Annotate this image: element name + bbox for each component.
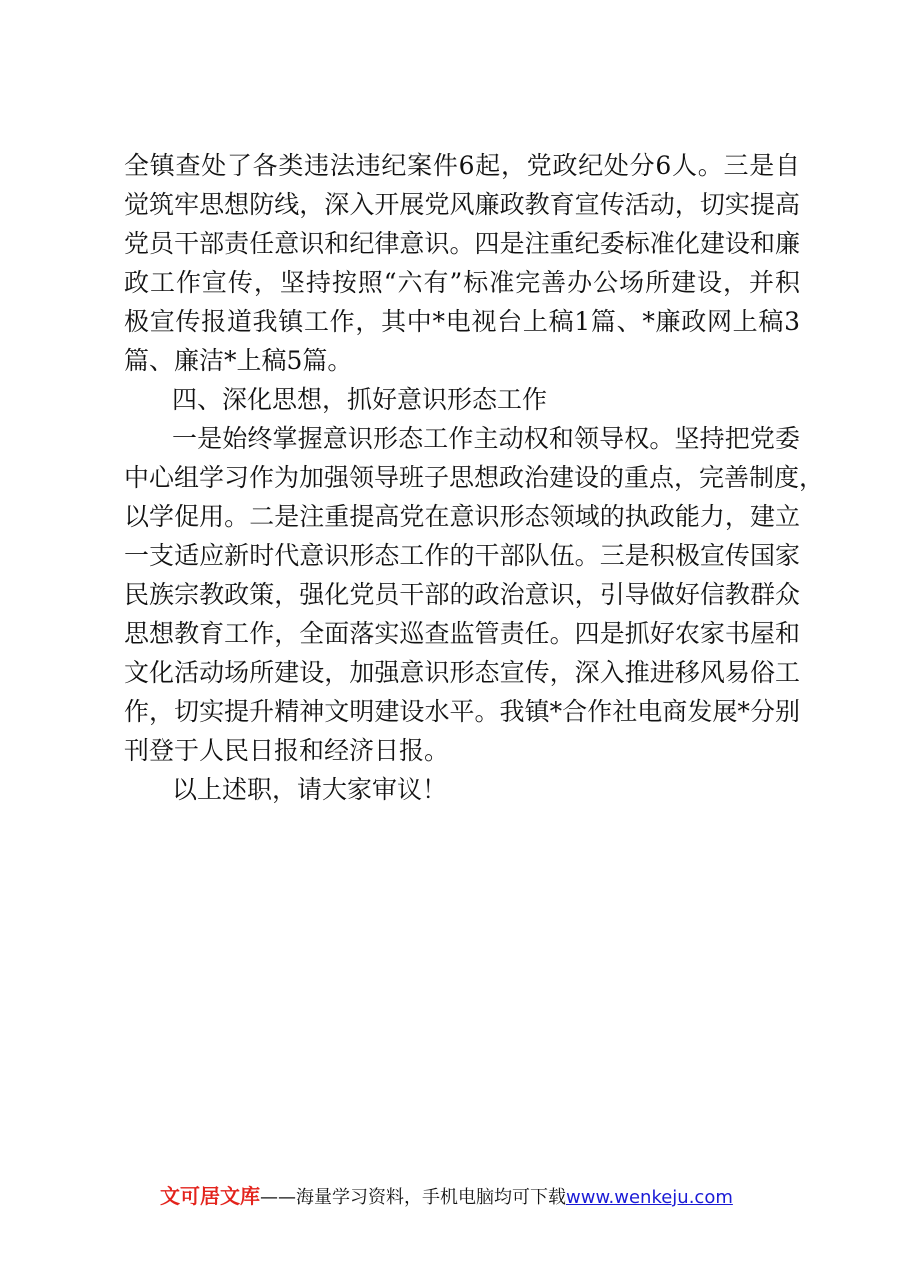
- document-body: [124, 146, 825, 809]
- footer-site-link[interactable]: www.wenkeju.com: [566, 1187, 733, 1208]
- paragraph-line: 民族宗教政策，强化党员干部的政治意识，引导做好信教群众: [124, 580, 800, 609]
- footer-brand: 文可居文库: [160, 1184, 260, 1208]
- paragraph-line: 文化活动场所建设，加强意识形态宣传，深入推进移风易俗工: [124, 658, 800, 687]
- footer-tagline: ——海量学习资料，手机电脑均可下载: [260, 1187, 566, 1208]
- closing-line: 以上述职，请大家审议！: [172, 775, 448, 804]
- paragraph-line: 党员干部责任意识和纪律意识。四是注重纪委标准化建设和廉: [124, 229, 800, 258]
- section-heading: 四、深化思想，抓好意识形态工作: [172, 385, 548, 414]
- paragraph-line: 刊登于人民日报和经济日报。: [124, 736, 450, 765]
- paragraph-line: 作，切实提升精神文明建设水平。我镇*合作社电商发展*分别: [124, 697, 800, 726]
- page-footer: [160, 1181, 780, 1211]
- paragraph-line: 思想教育工作，全面落实巡查监管责任。四是抓好农家书屋和: [124, 619, 800, 648]
- paragraph-line: 中心组学习作为加强领导班子思想政治建设的重点，完善制度，: [124, 463, 825, 492]
- paragraph-line: 全镇查处了各类违法违纪案件6起，党政纪处分6人。三是自: [124, 151, 800, 180]
- paragraph-line: 政工作宣传，坚持按照“六有”标准完善办公场所建设，并积: [124, 268, 800, 297]
- paragraph-line: 一是始终掌握意识形态工作主动权和领导权。坚持把党委: [172, 424, 800, 453]
- paragraph-line: 以学促用。二是注重提高党在意识形态领域的执政能力，建立: [124, 502, 800, 531]
- paragraph-line: 一支适应新时代意识形态工作的干部队伍。三是积极宣传国家: [124, 541, 800, 570]
- paragraph-line: 篇、廉洁*上稿5篇。: [124, 346, 353, 375]
- paragraph-line: 觉筑牢思想防线，深入开展党风廉政教育宣传活动，切实提高: [124, 190, 800, 219]
- paragraph-line: 极宣传报道我镇工作，其中*电视台上稿1篇、*廉政网上稿3: [124, 307, 800, 336]
